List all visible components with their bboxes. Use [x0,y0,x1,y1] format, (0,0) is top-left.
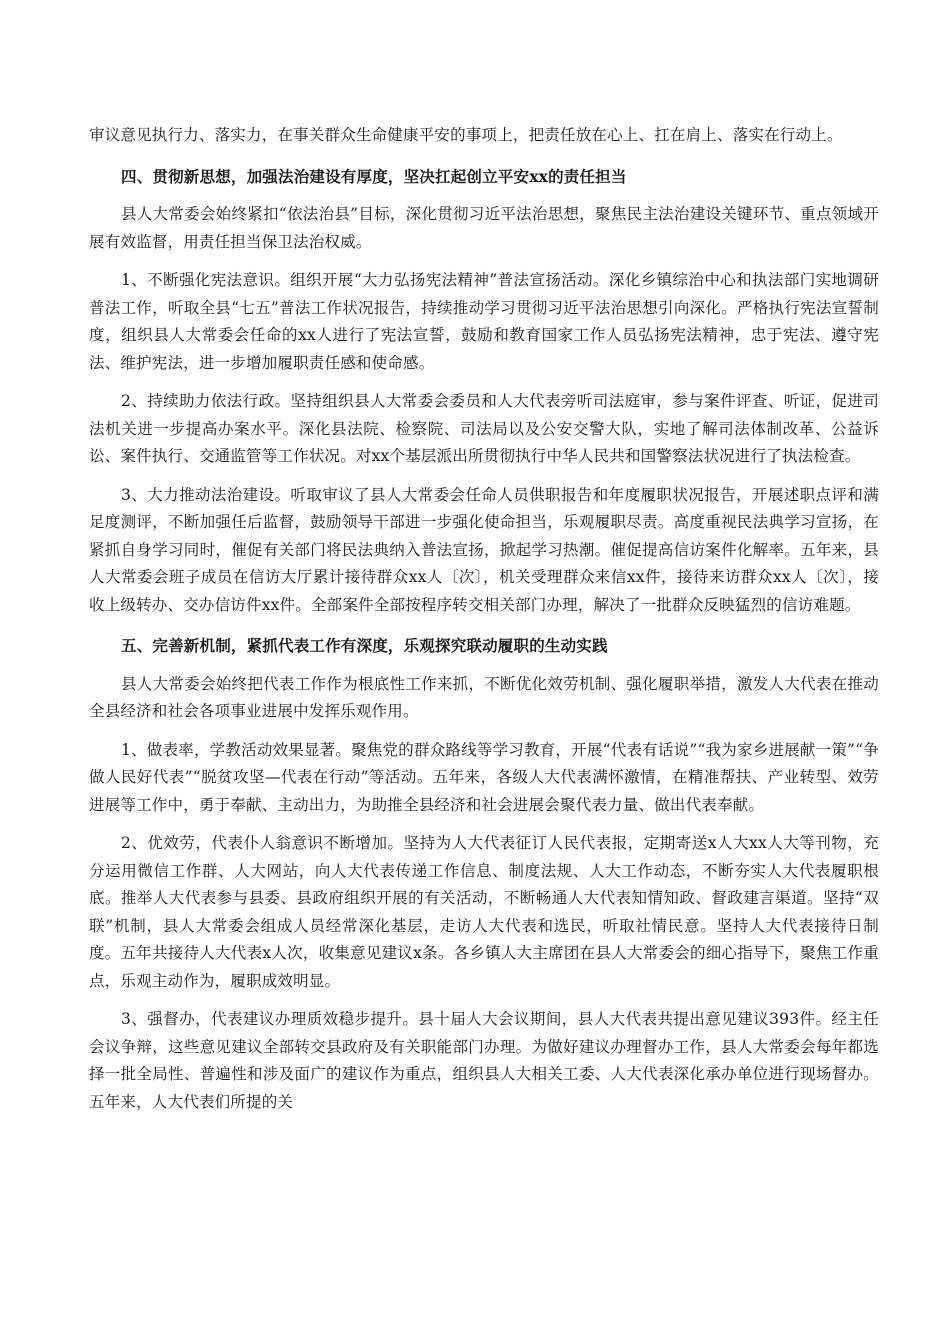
paragraph-5-3: 3、强督办，代表建议办理质效稳步提升。县十届人大会议期间，县人大代表共提出意见建议393件。经主任会议争辩，这些意见建议全部转交县政府及有关职能部门办理。为做好建议办理督办工作，县人大常委会每年都选择一批全局性、普遍性和涉及面广的建议作为重点，组织县人大相关工委、人大代表深化承办单位进行现场督办。五年来，人大代表们所提的关 [89,1010,879,1111]
section-heading-4: 四、贯彻新思想，加强法治建设有厚度，坚决扛起创立平安xx的责任担当 [121,166,627,186]
paragraph-intro: 审议意见执行力、落实力，在事关群众生命健康平安的事项上，把责任放在心上、扛在肩上、落实在行动上。 [89,126,843,144]
document-body [89,122,879,1116]
paragraph-5-0: 县人大常委会始终把代表工作作为根底性工作来抓，不断优化效劳机制、强化履职举措，激发人大代表在推动全县经济和社会各项事业进展中发挥乐观作用。 [89,674,879,720]
paragraph-5-2: 2、优效劳，代表仆人翁意识不断增加。坚持为人大代表征订人民代表报，定期寄送x人大xx人大等刊物，充分运用微信工作群、人大网站，向人大代表传递工作信息、制度法规、人大工作动态，不断夯实人大代表履职根底。推举人大代表参与县委、县政府组织开展的有关活动，不断畅通人大代表知情知政、督政建言渠道。坚持“双联”机制，县人大常委会组成人员经常深化基层，走访人大代表和选民，听取社情民意。坚持人大代表接待日制度。五年共接待人大代表x人次，收集意见建议x条。各乡镇人大主席团在县人大常委会的细心指导下，聚焦工作重点，乐观主动作为，履职成效明显。 [89,834,879,990]
paragraph-4-2: 2、持续助力依法行政。坚持组织县人大常委会委员和人大代表旁听司法庭审，参与案件评查、听证，促进司法机关进一步提高办案水平。深化县法院、检察院、司法局以及公安交警大队，实地了解司法体制改革、公益诉讼、案件执行、交通监管等工作状况。对xx个基层派出所贯彻执行中华人民共和国警察法状况进行了执法检查。 [89,392,879,465]
paragraph-4-0: 县人大常委会始终紧扣“依法治县”目标，深化贯彻习近平法治思想，聚焦民主法治建设关键环节、重点领域开展有效监督，用责任担当保卫法治权威。 [89,205,879,251]
paragraph-4-1: 1、不断强化宪法意识。组织开展“大力弘扬宪法精神”普法宣扬活动。深化乡镇综治中心和执法部门实地调研普法工作，听取全县“七五”普法工作状况报告，持续推动学习贯彻习近平法治思想引向深化。严格执行宪法宣誓制度，组织县人大常委会任命的xx人进行了宪法宣誓，鼓励和教育国家工作人员弘扬宪法精神，忠于宪法、遵守宪法、维护宪法，进一步增加履职责任感和使命感。 [89,271,879,372]
section-heading-5: 五、完善新机制，紧抓代表工作有深度，乐观探究联动履职的生动实践 [121,636,608,655]
paragraph-4-3: 3、大力推动法治建设。听取审议了县人大常委会任命人员供职报告和年度履职状况报告，开展述职点评和满足度测评，不断加强任后监督，鼓励领导干部进一步强化使命担当，乐观履职尽责。高度重视民法典学习宣扬，在紧抓自身学习同时，催促有关部门将民法典纳入普法宣扬，掀起学习热潮。催促提高信访案件化解率。五年来，县人大常委会班子成员在信访大厅累计接待群众xx人〔次〕，机关受理群众来信xx件，接待来访群众xx人〔次〕，接收上级转办、交办信访件xx件。全部案件全部按程序转交相关部门办理，解决了一批群众反映猛烈的信访难题。 [89,485,879,614]
paragraph-5-1: 1、做表率，学教活动效果显著。聚焦党的群众路线等学习教育，开展“代表有话说”“我为家乡进展献一策”“争做人民好代表”“脱贫攻坚—代表在行动”等活动。五年来，各级人大代表满怀激情，在精准帮扶、产业转型、效劳进展等工作中，勇于奉献、主动出力，为助推全县经济和社会进展会聚代表力量、做出代表奉献。 [89,740,879,814]
